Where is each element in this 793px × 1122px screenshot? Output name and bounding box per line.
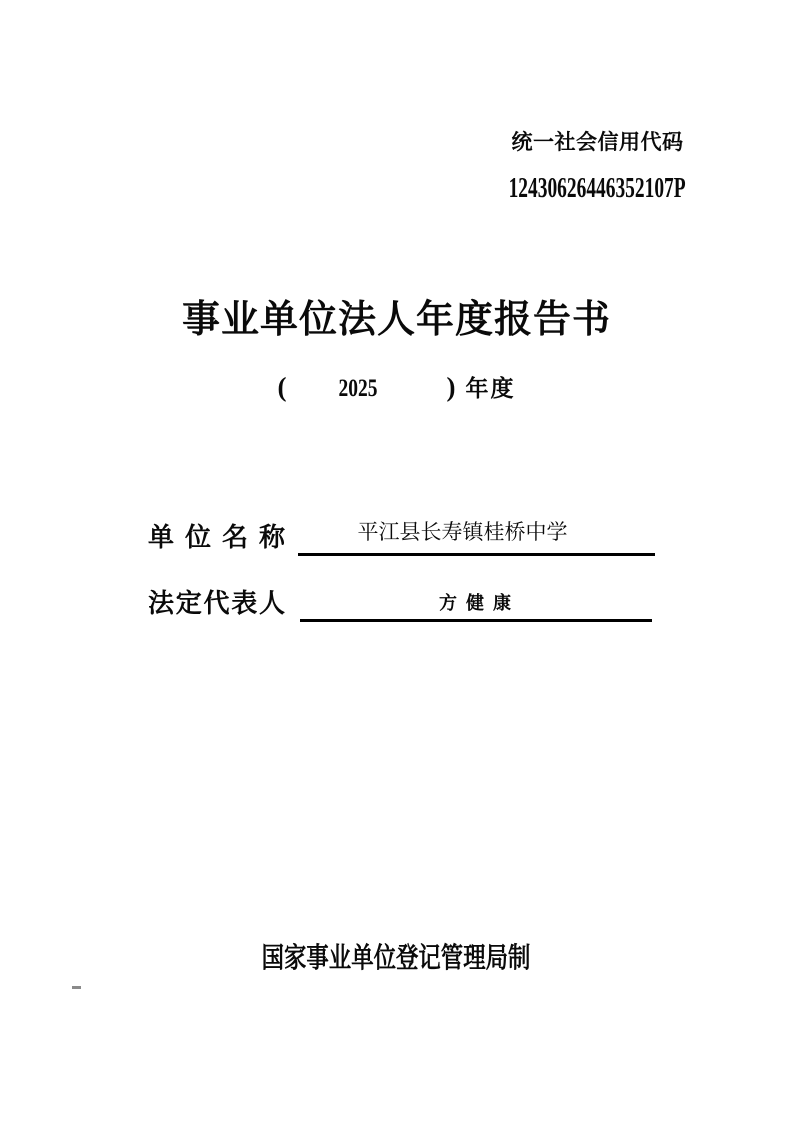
credit-code-value: 12430626446352107P xyxy=(508,172,687,204)
field-value-legal-representative: 方 健 康 xyxy=(438,593,513,613)
report-title: 事业单位法人年度报告书 xyxy=(181,299,611,341)
field-underline-legal-representative xyxy=(300,580,652,622)
year-suffix-label: 年度 xyxy=(465,376,516,401)
year-line xyxy=(0,370,793,403)
field-label-unit-name: 单位名称 xyxy=(148,522,285,552)
imprint-text: 国家事业单位登记管理局制 xyxy=(262,943,531,974)
credit-code-label: 统一社会信用代码 xyxy=(511,130,684,154)
year-value: 2025 xyxy=(338,375,377,402)
year-open-paren: ( xyxy=(277,372,287,402)
field-label-legal-representative: 法定代表人 xyxy=(148,588,285,618)
field-underline-unit-name xyxy=(298,514,655,556)
stray-scan-mark xyxy=(72,986,81,989)
credit-code-block xyxy=(455,126,740,205)
imprint-line xyxy=(0,936,793,976)
year-close-paren: ) xyxy=(446,372,456,402)
field-value-unit-name: 平江县长寿镇桂桥中学 xyxy=(357,520,568,544)
